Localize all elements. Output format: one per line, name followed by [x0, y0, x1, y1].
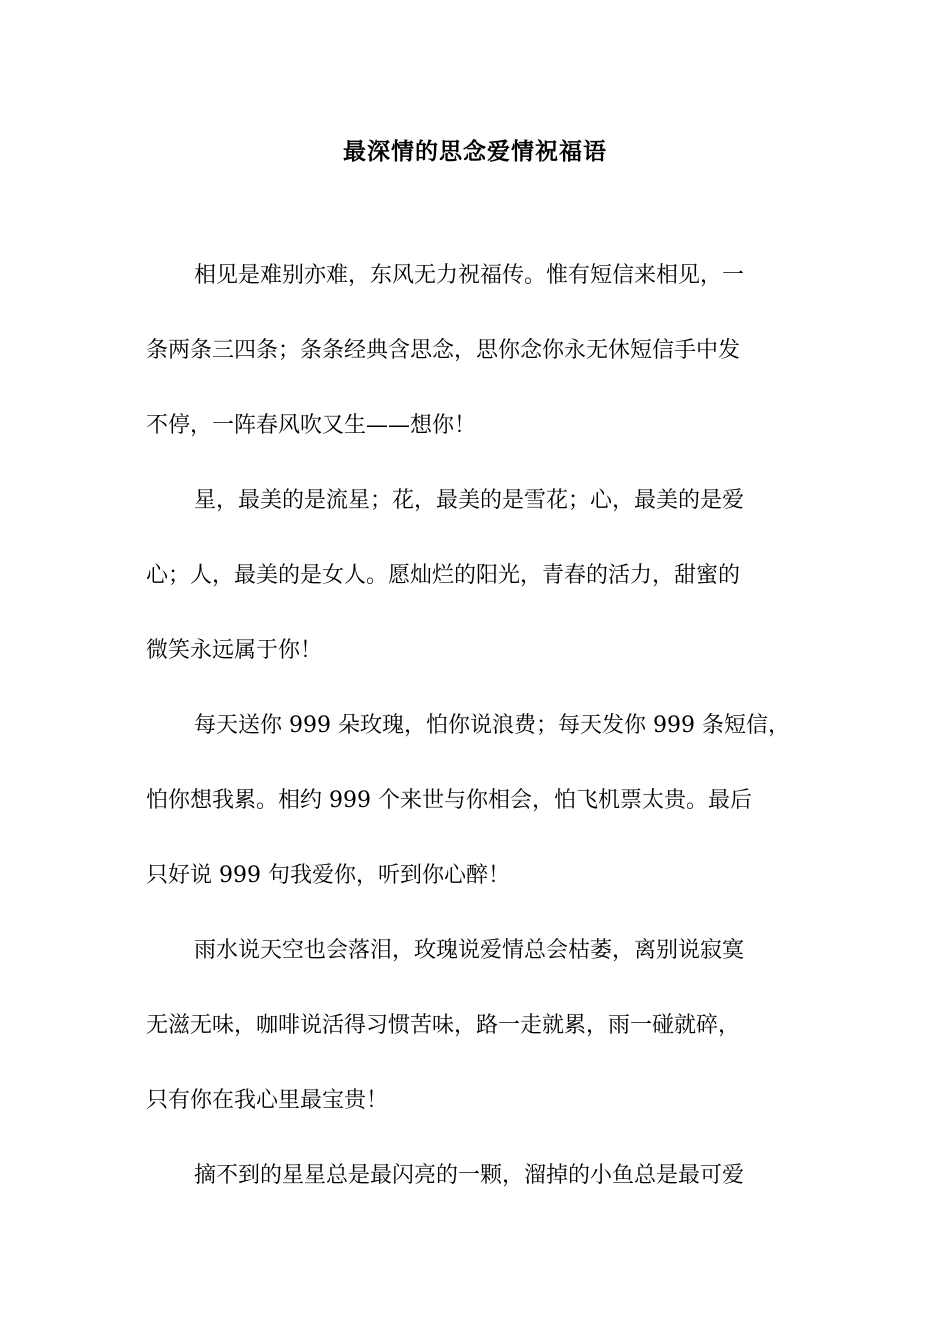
body-line: 只好说 999 句我爱你，听到你心醉！ — [146, 863, 510, 888]
body-line: 不停，一阵春风吹又生——想你！ — [146, 413, 477, 438]
body-line: 微笑永远属于你！ — [146, 638, 323, 663]
body-line: 星，最美的是流星；花，最美的是雪花；心，最美的是爱 — [194, 488, 745, 513]
body-line: 只有你在我心里最宝贵！ — [146, 1088, 389, 1113]
body-line: 条两条三四条；条条经典含思念，思你念你永无休短信手中发 — [146, 338, 741, 363]
document-body — [146, 258, 808, 1233]
body-line: 无滋无味，咖啡说活得习惯苦味，路一走就累，雨一碰就碎， — [146, 1013, 741, 1038]
body-line: 摘不到的星星总是最闪亮的一颗，溜掉的小鱼总是最可爱 — [194, 1163, 745, 1188]
body-line: 雨水说天空也会落泪，玫瑰说爱情总会枯萎，离别说寂寞 — [194, 938, 745, 963]
body-line: 心；人，最美的是女人。愿灿烂的阳光，青春的活力，甜蜜的 — [146, 563, 741, 588]
body-line: 怕你想我累。相约 999 个来世与你相会，怕飞机票太贵。最后 — [146, 788, 752, 813]
body-line: 相见是难别亦难，东风无力祝福传。惟有短信来相见，一 — [194, 263, 745, 288]
document-title: 最深情的思念爱情祝福语 — [343, 139, 607, 165]
body-line: 每天送你 999 朵玫瑰，怕你说浪费；每天发你 999 条短信， — [194, 713, 790, 738]
